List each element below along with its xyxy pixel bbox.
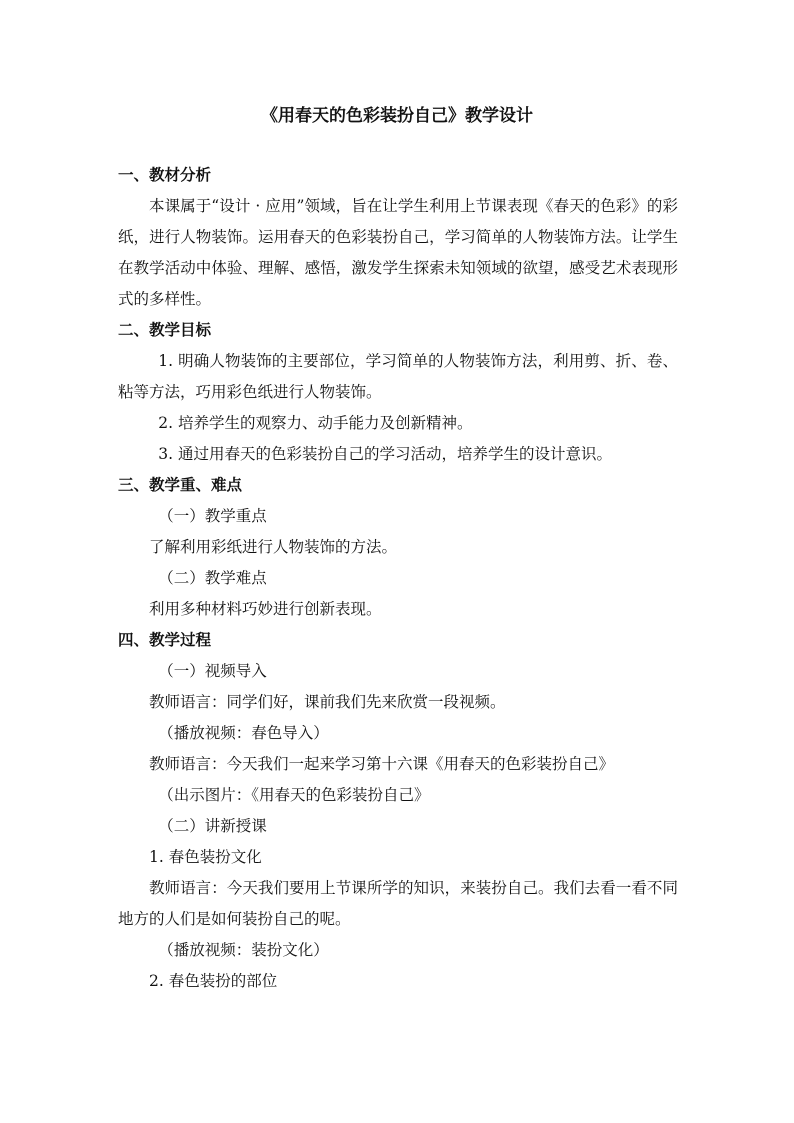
paragraph-goal-3: 3. 通过用春天的色彩装扮自己的学习活动，培养学生的设计意识。 bbox=[158, 445, 613, 463]
paragraph-play-video-2: （播放视频：装扮文化） bbox=[158, 941, 329, 959]
section-heading-key-points: 三、教学重、难点 bbox=[118, 476, 243, 494]
document-title: 《用春天的色彩装扮自己》教学设计 bbox=[261, 106, 533, 126]
section-heading-teaching-goals: 二、教学目标 bbox=[118, 321, 212, 339]
document-body bbox=[118, 160, 678, 997]
paragraph-goal-2: 2. 培养学生的观察力、动手能力及创新精神。 bbox=[158, 414, 473, 432]
paragraph-key-point: 了解利用彩纸进行人物装饰的方法。 bbox=[149, 538, 398, 556]
paragraph-step-new-lesson: （二）讲新授课 bbox=[158, 817, 267, 835]
paragraph-show-picture: （出示图片：《用春天的色彩装扮自己》 bbox=[158, 786, 430, 804]
paragraph-teacher-speech-2: 教师语言：今天我们一起来学习第十六课《用春天的色彩装扮自己》 bbox=[149, 755, 615, 773]
paragraph-teacher-speech-1: 教师语言：同学们好，课前我们先来欣赏一段视频。 bbox=[149, 693, 506, 711]
paragraph-difficulty-label: （二）教学难点 bbox=[158, 569, 267, 587]
paragraph-item-1: 1. 春色装扮文化 bbox=[149, 848, 262, 866]
section-heading-material-analysis: 一、教材分析 bbox=[118, 166, 212, 184]
paragraph-play-video-1: （播放视频：春色导入） bbox=[158, 724, 329, 742]
paragraph-step-video-intro: （一）视频导入 bbox=[158, 662, 267, 680]
paragraph-key-point-label: （一）教学重点 bbox=[158, 507, 267, 525]
paragraph-difficulty: 利用多种材料巧妙进行创新表现。 bbox=[149, 600, 382, 618]
section-heading-teaching-process: 四、教学过程 bbox=[118, 631, 212, 649]
paragraph-teacher-speech-3: 教师语言：今天我们要用上节课所学的知识，来装扮自己。我们去看一看不同地方的人们是如何装扮自己的呢。 bbox=[118, 879, 678, 928]
paragraph-item-2: 2. 春色装扮的部位 bbox=[149, 972, 278, 990]
paragraph-material-analysis: 本课属于“设计 · 应用”领域，旨在让学生利用上节课表现《春天的色彩》的彩纸，进行人物装饰。运用春天的色彩装扮自己，学习简单的人物装饰方法。让学生在教学活动中体验、理解、感悟，激发学生探索未知领域的欲望，感受艺术表现形式的多样性。 bbox=[118, 197, 678, 308]
paragraph-goal-1: 1. 明确人物装饰的主要部位，学习简单的人物装饰方法，利用剪、折、卷、粘等方法，巧用彩色纸进行人物装饰。 bbox=[118, 352, 678, 401]
